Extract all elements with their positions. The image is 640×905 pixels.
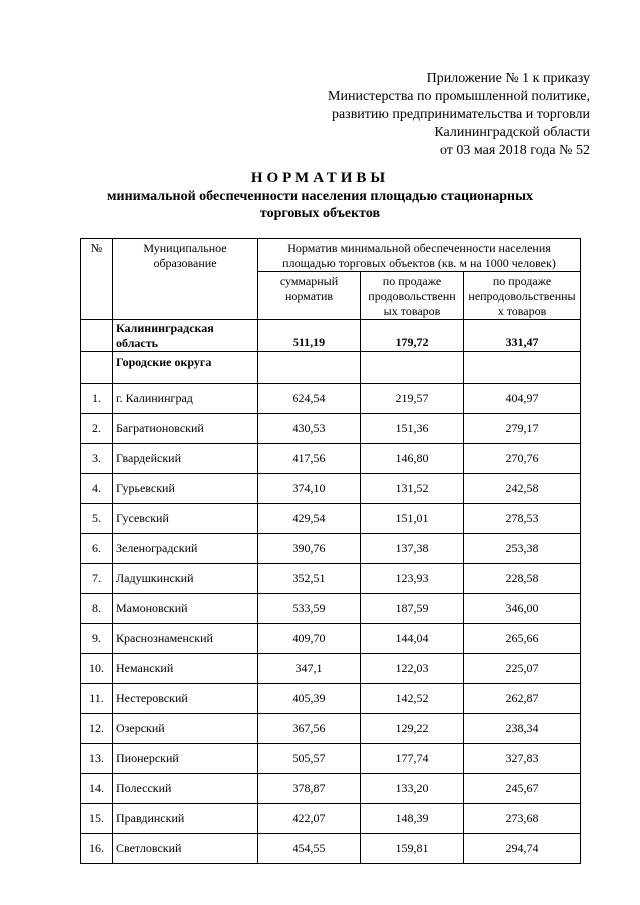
header-text: по продаже — [382, 274, 442, 288]
header-text: х товаров — [497, 304, 547, 318]
region-name — [113, 320, 258, 352]
header-food — [361, 272, 464, 320]
nonfood-norm: 294,74 — [464, 834, 581, 864]
header-text: Норматив минимальной обеспеченности населения — [287, 241, 551, 255]
municipality-name: Озерский — [113, 714, 258, 744]
row-number: 10. — [81, 654, 113, 684]
nonfood-norm: 327,83 — [464, 744, 581, 774]
table-row — [81, 834, 581, 864]
municipality-name: Гвардейский — [113, 444, 258, 474]
municipality-name: Пионерский — [113, 744, 258, 774]
municipality-name: Зеленоградский — [113, 534, 258, 564]
food-norm: 137,38 — [361, 534, 464, 564]
nonfood-norm: 404,97 — [464, 384, 581, 414]
municipality-name: г. Калининград — [113, 384, 258, 414]
municipality-name: Светловский — [113, 834, 258, 864]
total-norm: 378,87 — [258, 774, 361, 804]
total-norm: 430,53 — [258, 414, 361, 444]
header-text: образование — [153, 256, 217, 270]
row-number: 16. — [81, 834, 113, 864]
food-norm: 151,36 — [361, 414, 464, 444]
food-norm: 142,52 — [361, 684, 464, 714]
nonfood-norm: 242,58 — [464, 474, 581, 504]
municipality-name: Правдинский — [113, 804, 258, 834]
header-municipality — [113, 239, 258, 320]
region-name-line: область — [116, 336, 158, 350]
header-text: норматив — [284, 289, 334, 303]
municipality-name: Полесский — [113, 774, 258, 804]
food-norm: 133,20 — [361, 774, 464, 804]
table-cell — [361, 352, 464, 384]
row-number: 5. — [81, 504, 113, 534]
municipality-name: Краснознаменский — [113, 624, 258, 654]
food-norm: 151,01 — [361, 504, 464, 534]
region-name-line: Калининградская — [116, 321, 214, 335]
row-number: 3. — [81, 444, 113, 474]
total-norm: 533,59 — [258, 594, 361, 624]
table-row — [81, 564, 581, 594]
nonfood-norm: 262,87 — [464, 684, 581, 714]
food-norm: 148,39 — [361, 804, 464, 834]
food-norm: 219,57 — [361, 384, 464, 414]
table-row — [81, 534, 581, 564]
row-number: 12. — [81, 714, 113, 744]
municipality-name: Мамоновский — [113, 594, 258, 624]
nonfood-norm: 225,07 — [464, 654, 581, 684]
nonfood-norm: 279,17 — [464, 414, 581, 444]
nonfood-norm: 265,66 — [464, 624, 581, 654]
table-row — [81, 714, 581, 744]
nonfood-norm: 228,58 — [464, 564, 581, 594]
nonfood-norm: 253,38 — [464, 534, 581, 564]
header-text: по продаже — [492, 274, 552, 288]
subtitle-line: минимальной обеспеченности населения площадью стационарных — [106, 189, 534, 204]
table-row — [81, 744, 581, 774]
total-norm: 422,07 — [258, 804, 361, 834]
subtitle-line: торговых объектов — [259, 206, 381, 221]
row-number: 13. — [81, 744, 113, 774]
row-number: 11. — [81, 684, 113, 714]
total-norm: 417,56 — [258, 444, 361, 474]
row-number: 9. — [81, 624, 113, 654]
table-row — [81, 474, 581, 504]
total-norm: 352,51 — [258, 564, 361, 594]
total-norm: 624,54 — [258, 384, 361, 414]
nonfood-norm: 238,34 — [464, 714, 581, 744]
total-norm: 347,1 — [258, 654, 361, 684]
row-number: 8. — [81, 594, 113, 624]
header-line: развитию предпринимательства и торговли — [331, 107, 590, 122]
header-line: Калининградской области — [434, 125, 590, 140]
region-total: 511,19 — [258, 320, 361, 352]
row-number: 4. — [81, 474, 113, 504]
nonfood-norm: 273,68 — [464, 804, 581, 834]
row-number: 7. — [81, 564, 113, 594]
food-norm: 159,81 — [361, 834, 464, 864]
food-norm: 177,74 — [361, 744, 464, 774]
total-norm: 405,39 — [258, 684, 361, 714]
region-total-row — [81, 320, 581, 352]
row-number: 14. — [81, 774, 113, 804]
municipality-name: Багратионовский — [113, 414, 258, 444]
total-norm: 367,56 — [258, 714, 361, 744]
group-row — [81, 352, 581, 384]
nonfood-norm: 270,76 — [464, 444, 581, 474]
municipality-name: Нестеровский — [113, 684, 258, 714]
nonfood-norm: 346,00 — [464, 594, 581, 624]
nonfood-norm: 245,67 — [464, 774, 581, 804]
total-norm: 390,76 — [258, 534, 361, 564]
header-line: Приложение № 1 к приказу — [426, 71, 590, 86]
municipality-name: Гурьевский — [113, 474, 258, 504]
table-row — [81, 624, 581, 654]
row-number: 2. — [81, 414, 113, 444]
table-row — [81, 804, 581, 834]
norms-table — [80, 238, 581, 864]
header-text: Муниципальное — [143, 241, 227, 255]
nonfood-norm: 278,53 — [464, 504, 581, 534]
food-norm: 187,59 — [361, 594, 464, 624]
header-text: суммарный — [279, 274, 339, 288]
row-number: 1. — [81, 384, 113, 414]
table-header-row — [81, 239, 581, 272]
table-row — [81, 414, 581, 444]
food-norm: 131,52 — [361, 474, 464, 504]
order-appendix-header — [328, 70, 590, 160]
group-label: Городские округа — [113, 352, 258, 384]
table-row — [81, 654, 581, 684]
table-row — [81, 384, 581, 414]
document-subtitle — [0, 188, 640, 222]
header-text: продовольственн — [368, 289, 456, 303]
header-text: площадью торговых объектов (кв. м на 1000 человек) — [282, 256, 556, 270]
total-norm: 409,70 — [258, 624, 361, 654]
document-title: НОРМАТИВЫ — [250, 170, 390, 186]
header-num: № — [81, 239, 113, 320]
table-cell — [81, 320, 113, 352]
total-norm: 454,55 — [258, 834, 361, 864]
header-line: Министерства по промышленной политике, — [328, 89, 590, 104]
table-row — [81, 774, 581, 804]
header-total — [258, 272, 361, 320]
food-norm: 144,04 — [361, 624, 464, 654]
header-nonfood — [464, 272, 581, 320]
table-row — [81, 594, 581, 624]
table-row — [81, 504, 581, 534]
food-norm: 122,03 — [361, 654, 464, 684]
header-norm — [258, 239, 581, 272]
row-number: 6. — [81, 534, 113, 564]
total-norm: 505,57 — [258, 744, 361, 774]
municipality-name: Ладушкинский — [113, 564, 258, 594]
municipality-name: Гусевский — [113, 504, 258, 534]
row-number: 15. — [81, 804, 113, 834]
region-nonfood: 331,47 — [464, 320, 581, 352]
total-norm: 374,10 — [258, 474, 361, 504]
table-cell — [81, 352, 113, 384]
food-norm: 129,22 — [361, 714, 464, 744]
header-line: от 03 мая 2018 года № 52 — [439, 143, 590, 158]
municipality-name: Неманский — [113, 654, 258, 684]
table-row — [81, 444, 581, 474]
region-food: 179,72 — [361, 320, 464, 352]
header-text: ых товаров — [383, 304, 441, 318]
table-cell — [464, 352, 581, 384]
food-norm: 146,80 — [361, 444, 464, 474]
total-norm: 429,54 — [258, 504, 361, 534]
food-norm: 123,93 — [361, 564, 464, 594]
table-cell — [258, 352, 361, 384]
header-text: непродовольственны — [468, 289, 576, 303]
table-row — [81, 684, 581, 714]
